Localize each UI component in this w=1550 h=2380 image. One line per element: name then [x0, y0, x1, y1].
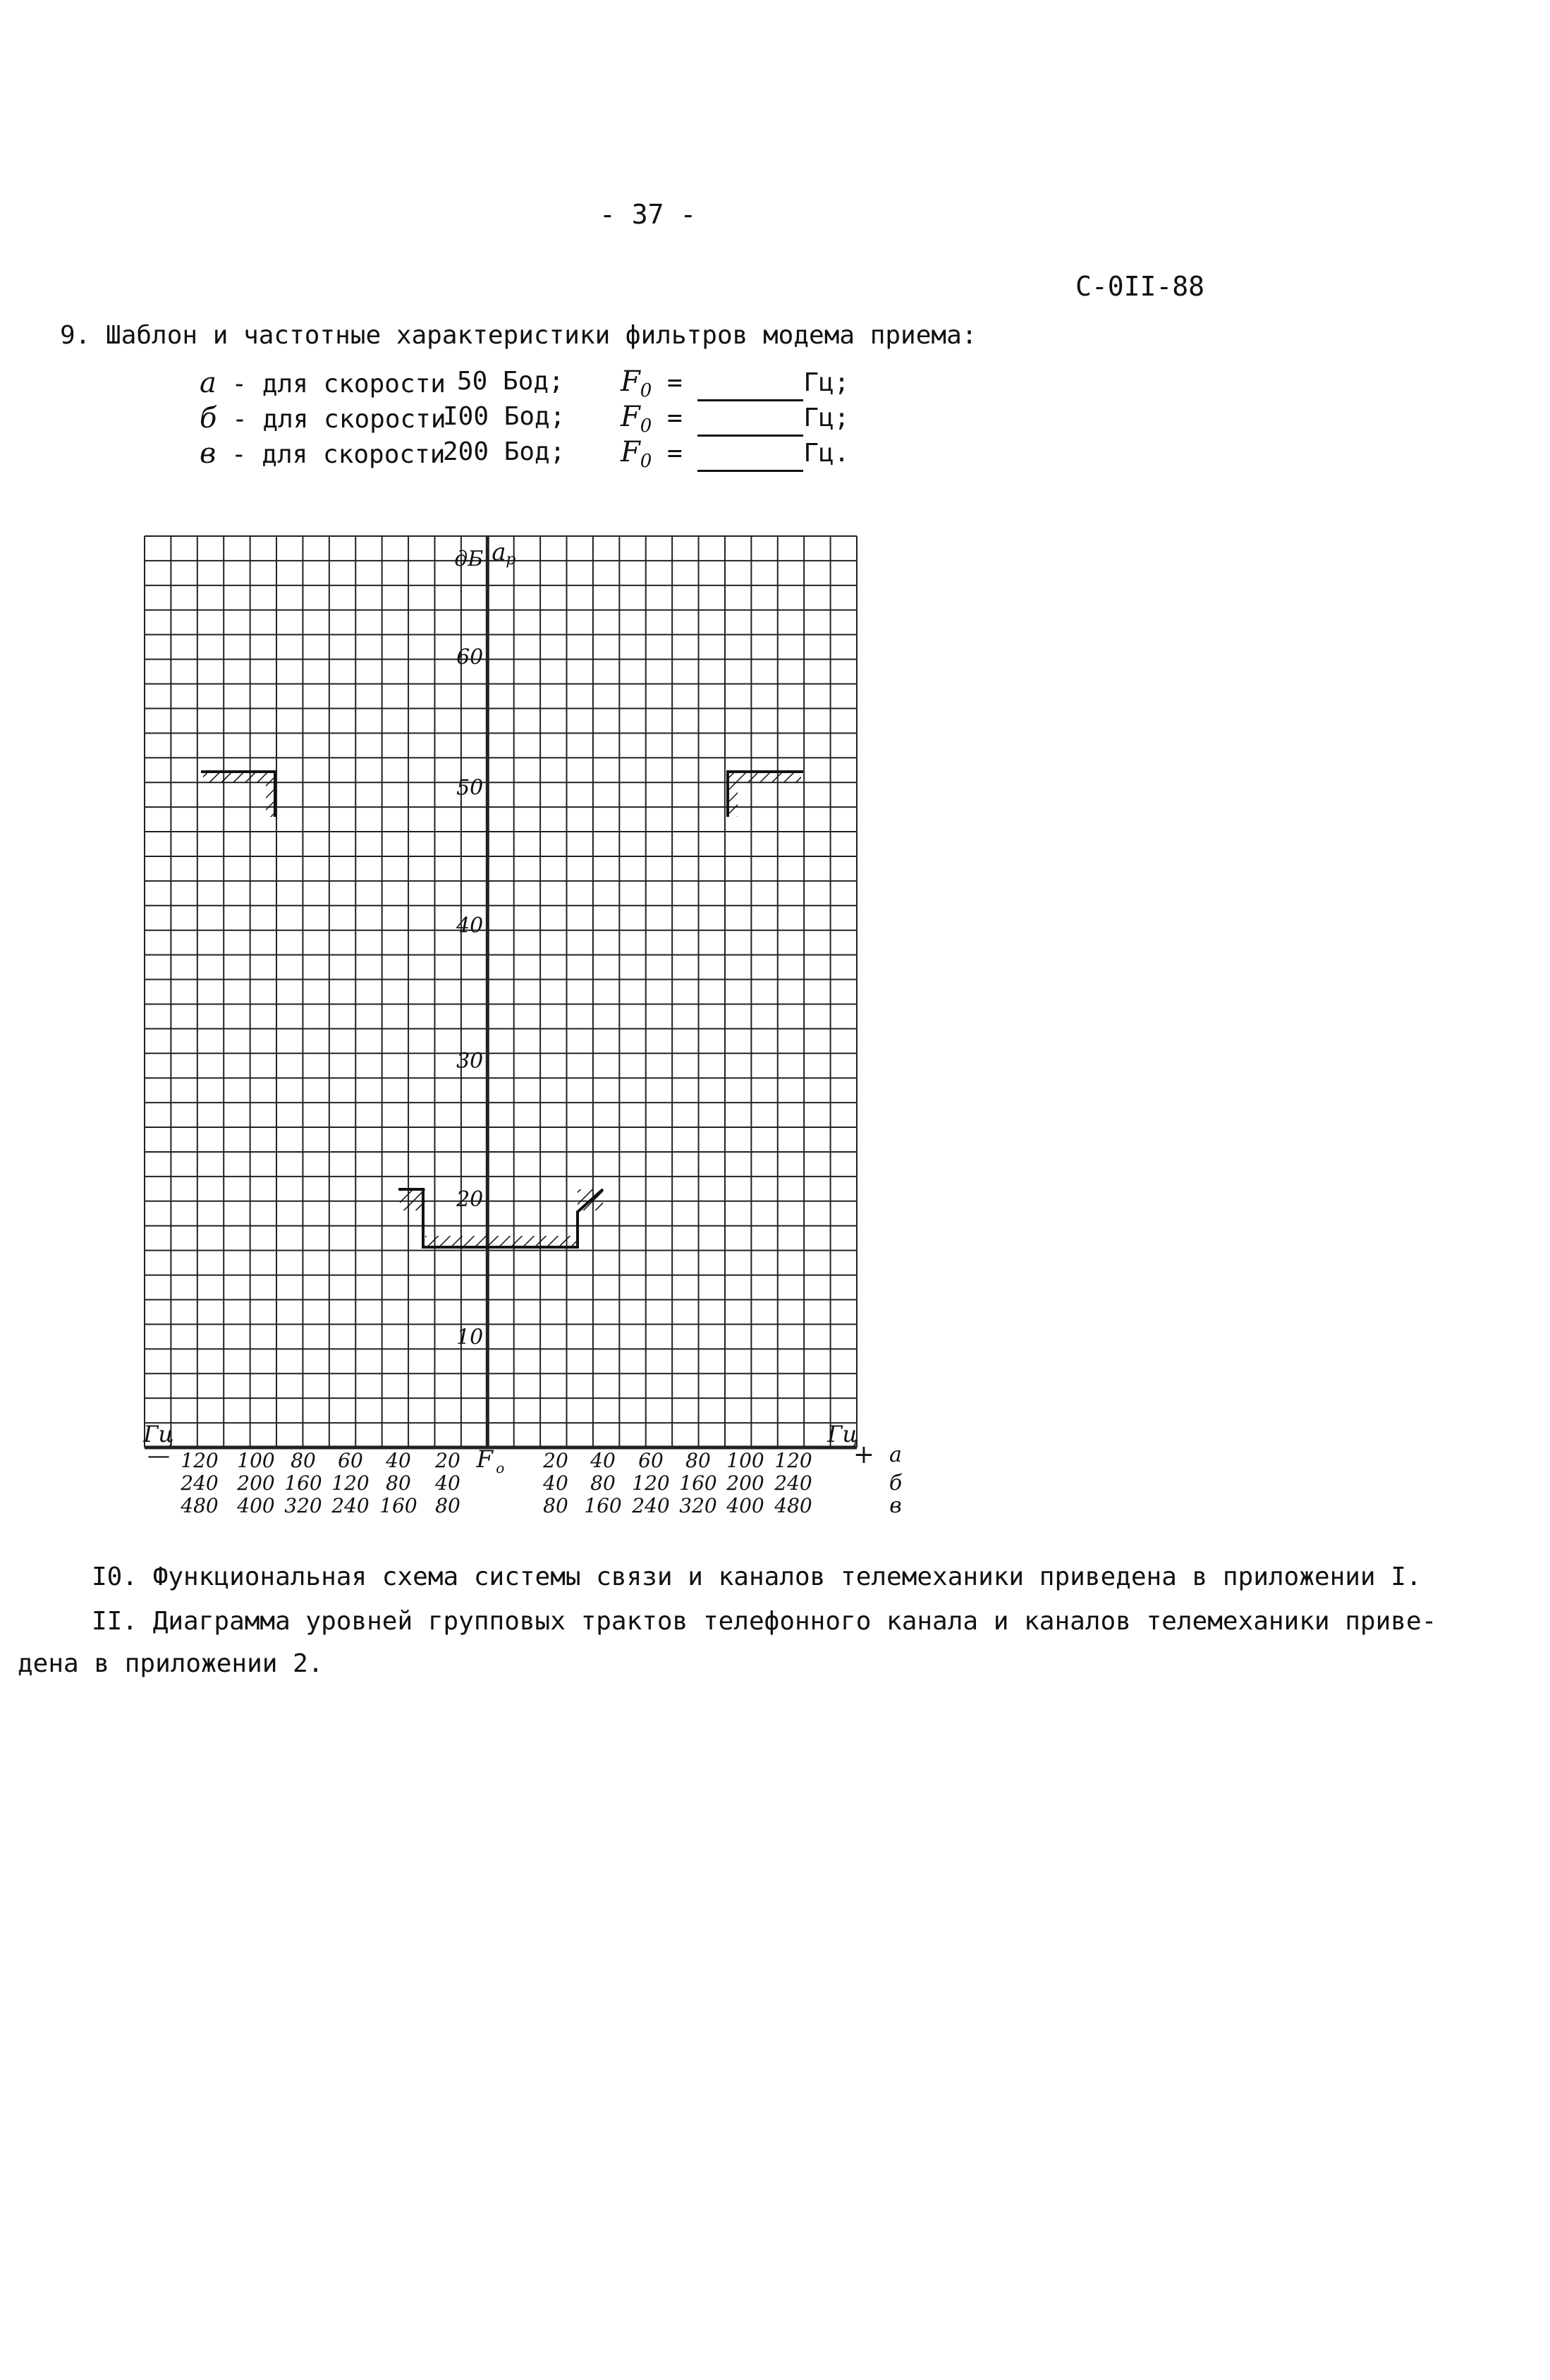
x-tick-label-right: 40 — [590, 1449, 616, 1472]
x-tick-label-right: 40 — [543, 1471, 568, 1495]
x-tick-label-left: 120 — [331, 1471, 370, 1495]
hatch-top-right-drop — [729, 773, 738, 817]
speed-row-text: - для скорости — [216, 440, 446, 469]
f0-symbol: F — [621, 365, 640, 398]
blank-line — [697, 378, 803, 401]
f0-symbol: F — [621, 436, 640, 468]
speed-row-letter: в — [200, 437, 216, 470]
hatch-top-left-drop — [266, 773, 274, 817]
x-tick-label-left: 120 — [181, 1449, 219, 1472]
x-tick-label-right: 160 — [584, 1494, 622, 1517]
x-tick-label-right: 60 — [638, 1449, 664, 1472]
equals-sign: = — [652, 439, 698, 468]
y-axis-symbol: a — [492, 538, 506, 566]
unit-label: Гц. — [803, 439, 850, 468]
y-tick-label: 30 — [456, 1049, 484, 1074]
x-center-label-subscript: о — [496, 1459, 505, 1476]
document-code: С-0II-88 — [1075, 271, 1205, 302]
speed-row-b — [200, 402, 446, 435]
x-tick-label-left: 200 — [237, 1471, 275, 1495]
speed-row-text: - для скорости — [216, 370, 446, 399]
x-tick-label-right: 200 — [726, 1471, 764, 1495]
speed-row-letter: б — [200, 402, 217, 435]
x-tick-label-right: 80 — [590, 1471, 616, 1495]
x-tick-label-left: 160 — [379, 1494, 417, 1517]
x-tick-label-right: 240 — [632, 1494, 670, 1517]
x-tick-label-right: 240 — [774, 1471, 812, 1495]
speed-value-b: I00 Бод; — [443, 402, 566, 431]
x-tick-label-right: 120 — [632, 1471, 670, 1495]
x-row-letter: б — [889, 1471, 903, 1495]
y-tick-label: 60 — [456, 645, 484, 670]
f0-field-a — [621, 365, 849, 401]
item-9-title: 9. Шаблон и частотные характеристики фильтров модема приема: — [60, 321, 977, 350]
x-tick-label-left: 60 — [338, 1449, 363, 1472]
x-plus-sign: + — [853, 1440, 875, 1469]
speed-value-c: 200 Бод; — [443, 437, 566, 466]
hatch-top-right — [738, 773, 801, 783]
unit-label: Гц; — [803, 368, 850, 397]
blank-line — [697, 413, 803, 437]
f0-subscript: 0 — [640, 451, 652, 473]
x-center-label: F — [476, 1445, 494, 1474]
x-tick-label-left: 400 — [237, 1494, 275, 1517]
x-tick-label-right: 80 — [685, 1449, 711, 1472]
f0-subscript: 0 — [640, 380, 652, 402]
speed-value-a: 50 Бод; — [457, 367, 564, 396]
y-tick-label: 20 — [456, 1186, 484, 1212]
x-tick-label-left: 20 — [435, 1449, 460, 1472]
x-tick-label-left: 80 — [291, 1449, 316, 1472]
speed-row-letter: а — [200, 367, 216, 399]
equals-sign: = — [652, 368, 698, 397]
x-row-letter: в — [889, 1493, 902, 1518]
speed-row-a — [200, 367, 446, 399]
x-tick-label-left: 80 — [435, 1494, 460, 1517]
item-11-line-2: дена в приложении 2. — [18, 1649, 324, 1678]
item-10: I0. Функциональная схема системы связи и каналов телемеханики приведена в приложении I. — [92, 1562, 1422, 1591]
f0-field-b — [621, 401, 849, 437]
chart-grid — [145, 536, 857, 1447]
x-row-letter: а — [889, 1443, 902, 1467]
y-tick-label: 50 — [456, 775, 484, 801]
x-tick-label-left: 100 — [237, 1449, 275, 1472]
x-axis-unit-left: Гц — [143, 1421, 174, 1447]
x-tick-label-right: 400 — [726, 1494, 764, 1517]
x-tick-label-left: 240 — [181, 1471, 219, 1495]
hatch-well-left — [400, 1189, 425, 1210]
x-tick-label-left: 480 — [181, 1494, 219, 1517]
hatch-well-bottom — [425, 1236, 578, 1246]
y-tick-label: 10 — [456, 1325, 484, 1350]
x-axis-unit-right: Гц — [827, 1421, 858, 1447]
x-tick-label-left: 160 — [284, 1471, 322, 1495]
item-11-line-1: II. Диаграмма уровней групповых трактов телефонного канала и каналов телемеханики приве- — [92, 1607, 1437, 1636]
page-number: - 37 - — [599, 199, 697, 230]
x-tick-label-left: 320 — [284, 1494, 322, 1517]
x-tick-label-right: 480 — [774, 1494, 812, 1517]
filter-template-chart — [138, 530, 913, 1532]
x-minus-sign: — — [147, 1442, 170, 1469]
x-tick-label-right: 120 — [774, 1449, 812, 1472]
speed-row-c — [200, 437, 445, 470]
blank-line — [697, 449, 803, 472]
x-tick-label-right: 320 — [679, 1494, 717, 1517]
speed-row-text: - для скорости — [216, 405, 446, 434]
y-tick-label: 40 — [456, 913, 484, 939]
x-tick-label-right: 160 — [679, 1471, 717, 1495]
equals-sign: = — [652, 403, 698, 432]
x-tick-label-left: 80 — [386, 1471, 411, 1495]
x-tick-label-right: 100 — [726, 1449, 764, 1472]
f0-symbol: F — [621, 401, 640, 433]
hatch-top-left — [203, 773, 267, 783]
x-tick-label-right: 20 — [543, 1449, 568, 1472]
x-tick-label-left: 40 — [435, 1471, 460, 1495]
x-tick-label-left: 240 — [331, 1494, 370, 1517]
unit-label: Гц; — [803, 403, 850, 432]
x-tick-label-left: 40 — [386, 1449, 411, 1472]
f0-field-c — [621, 436, 849, 472]
f0-subscript: 0 — [640, 415, 652, 437]
y-axis-unit: дБ — [454, 547, 484, 571]
y-axis-symbol-subscript: р — [506, 551, 516, 569]
x-tick-label-right: 80 — [543, 1494, 568, 1517]
